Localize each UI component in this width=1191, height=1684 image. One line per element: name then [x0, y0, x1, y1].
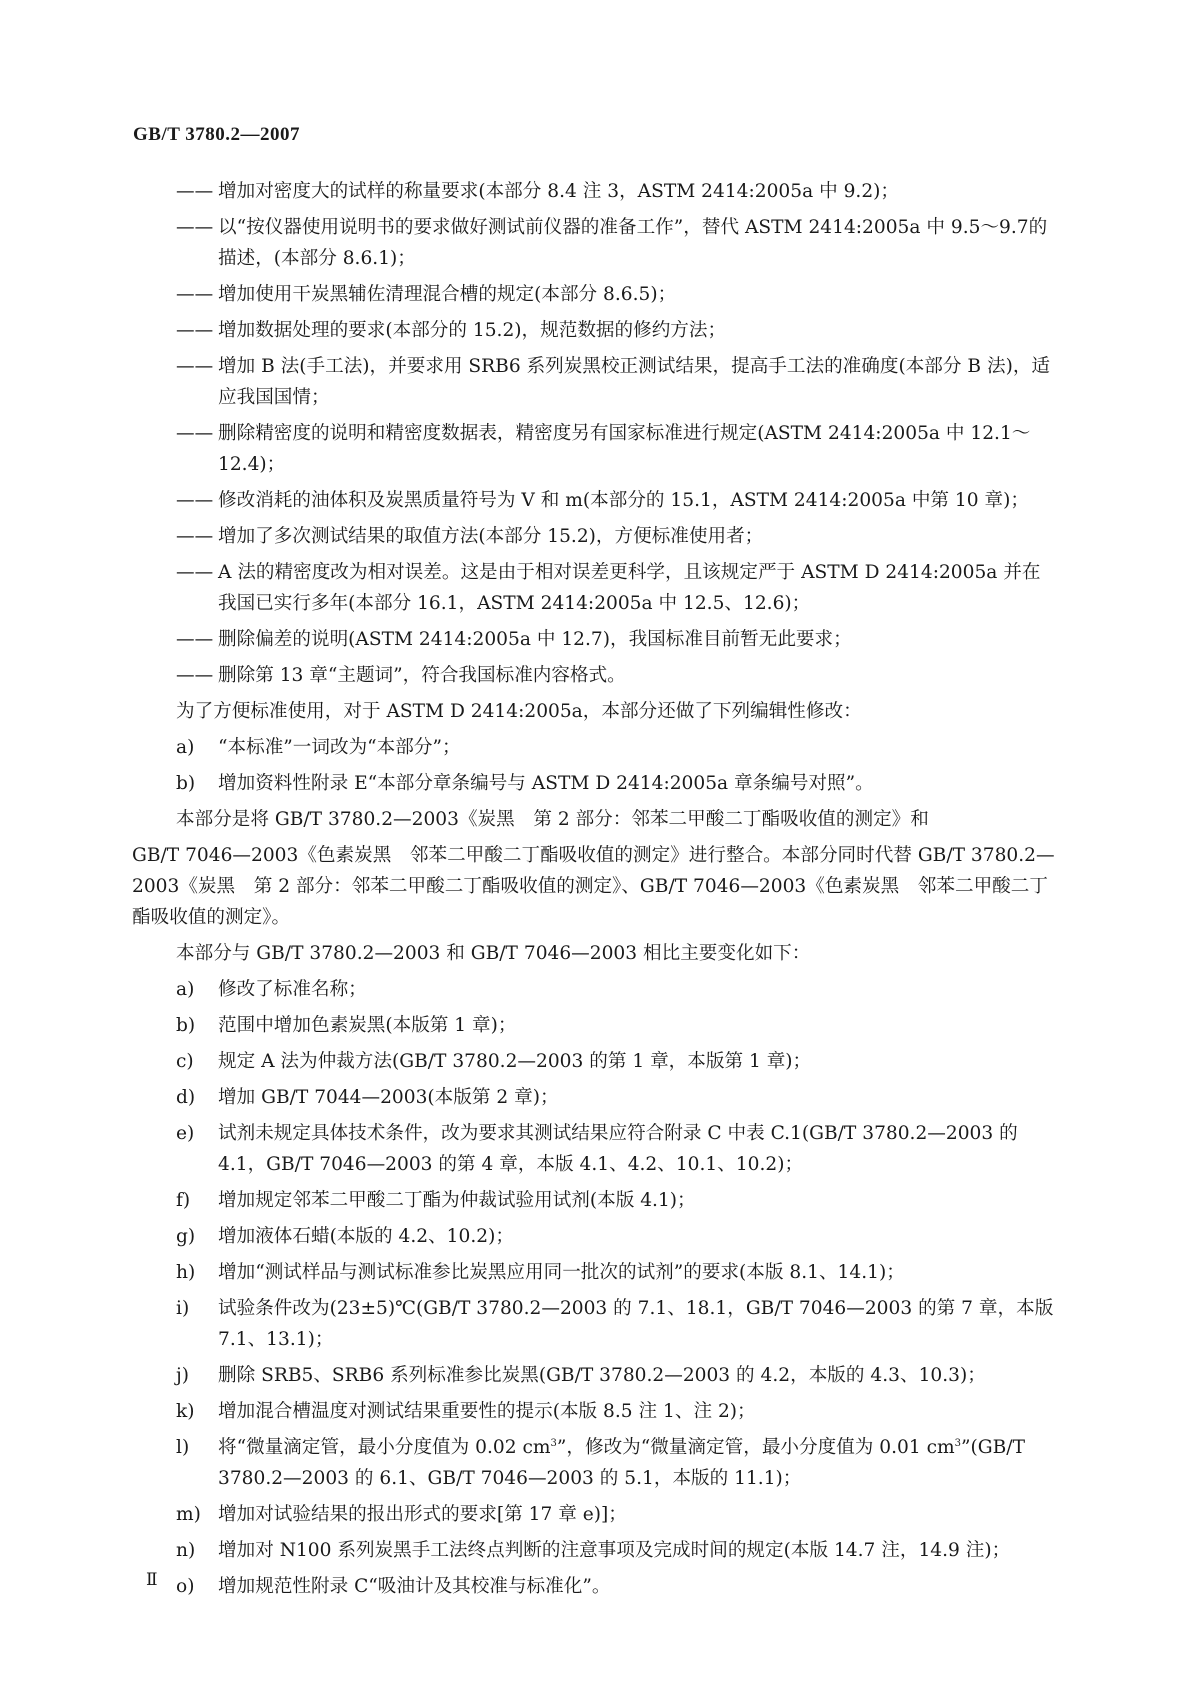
- dash-mark: ——: [176, 629, 214, 650]
- list-item: f) 增加规定邻苯二甲酸二丁酯为仲裁试验用试剂(本版 4.1)；: [176, 1190, 696, 1211]
- dash-mark: ——: [176, 562, 214, 583]
- standard-number-header: GB/T 3780.2—2007: [133, 124, 301, 145]
- list-item: d) 增加 GB/T 7044—2003(本版第 2 章)；: [176, 1087, 559, 1108]
- list-item: i) 试验条件改为(23±5)℃(GB/T 3780.2—2003 的 7.1、18.1，GB/T 7046—2003 的第 7 章，本版 7.1、13.1)；: [176, 1298, 1054, 1350]
- dash-item: —— 增加了多次测试结果的取值方法(本部分 15.2)，方便标准使用者；: [176, 521, 1056, 552]
- list-item: j) 删除 SRB5、SRB6 系列标准参比炭黑(GB/T 3780.2—2003 的 4.2，本版的 4.3、10.3)；: [176, 1365, 986, 1386]
- dash-item: —— 增加数据处理的要求(本部分的 15.2)，规范数据的修约方法；: [176, 315, 1056, 346]
- dash-mark: ——: [176, 356, 214, 377]
- dash-item: —— 增加对密度大的试样的称量要求(本部分 8.4 注 3，ASTM 2414:2005a 中 9.2)；: [176, 176, 1056, 207]
- list-item: b) 增加资料性附录 E“本部分章条编号与 ASTM D 2414:2005a 章条编号对照”。: [176, 773, 874, 794]
- superscript-cube: 3: [954, 1437, 962, 1449]
- dash-item: —— 删除第 13 章“主题词”，符合我国标准内容格式。: [176, 660, 1056, 691]
- dash-item: —— 删除偏差的说明(ASTM 2414:2005a 中 12.7)，我国标准目前暂无此要求；: [176, 624, 1056, 655]
- dash-mark: ——: [176, 423, 214, 444]
- dash-item: —— 增加使用干炭黑辅佐清理混合槽的规定(本部分 8.6.5)；: [176, 279, 1056, 310]
- dash-item: —— 增加 B 法(手工法)，并要求用 SRB6 系列炭黑校正测试结果，提高手工法的准确度(本部分 B 法)，适应我国国情；: [176, 351, 1056, 413]
- dash-mark: ——: [176, 665, 214, 686]
- dash-item: —— 以“按仪器使用说明书的要求做好测试前仪器的准备工作”，替代 ASTM 2414:2005a 中 9.5～9.7的描述，(本部分 8.6.1)；: [176, 212, 1056, 274]
- dash-mark: ——: [176, 490, 214, 511]
- dash-item: —— 删除精密度的说明和精密度数据表，精密度另有国家标准进行规定(ASTM 2414:2005a 中 12.1～12.4)；: [176, 418, 1056, 480]
- list-item: o) 增加规范性附录 C“吸油计及其校准与标准化”。: [176, 1576, 611, 1597]
- consolidation-paragraph: GB/T 7046—2003《色素炭黑 邻苯二甲酸二丁酯吸收值的测定》进行整合。本部分同时代替 GB/T 3780.2—2003《炭黑 第 2 部分：邻苯二甲酸二丁酯吸收值的测定》、GB/T 7046—2003《色素炭黑 邻苯二甲酸二丁酯吸收值的测定》。: [132, 845, 1055, 928]
- list-item: l) 将“微量滴定管，最小分度值为 0.02 $cm^3$”，修改为“微量滴定管，最小分度值为 0.01 $cm^3”(GB/T$ 3780.2—2003 的 6.1、GB/T 7046—2003 的 5.1，本版的 11.1)；: [176, 1437, 1025, 1489]
- dash-item: —— A 法的精密度改为相对误差。这是由于相对误差更科学，且该规定严于 ASTM D 2414:2005a 并在我国已实行多年(本部分 16.1，ASTM 2414:2005a 中 12.5、12.6)；: [176, 557, 1056, 619]
- list-item: h) 增加“测试样品与测试标准参比炭黑应用同一批次的试剂”的要求(本版 8.1、14.1)；: [176, 1262, 905, 1283]
- list-item: a) “本标准”一词改为“本部分”；: [176, 737, 461, 758]
- editorial-intro: 为了方便标准使用，对于 ASTM D 2414:2005a，本部分还做了下列编辑性修改：: [176, 701, 862, 722]
- dash-mark: ——: [176, 181, 214, 202]
- list-item: g) 增加液体石蜡(本版的 4.2、10.2)；: [176, 1226, 514, 1247]
- page-number: Ⅱ: [146, 1570, 158, 1590]
- changes-intro: 本部分与 GB/T 3780.2—2003 和 GB/T 7046—2003 相比主要变化如下：: [176, 943, 811, 964]
- consolidation-paragraph-first: 本部分是将 GB/T 3780.2—2003《炭黑 第 2 部分：邻苯二甲酸二丁酯吸收值的测定》和: [176, 809, 929, 830]
- list-item: a) 修改了标准名称；: [176, 979, 367, 1000]
- dash-mark: ——: [176, 320, 214, 341]
- dash-item: —— 修改消耗的油体积及炭黑质量符号为 V 和 m(本部分的 15.1，ASTM 2414:2005a 中第 10 章)；: [176, 485, 1056, 516]
- dash-mark: ——: [176, 217, 214, 238]
- superscript-cube: 3: [550, 1437, 557, 1449]
- list-item: n) 增加对 N100 系列炭黑手工法终点判断的注意事项及完成时间的规定(本版 14.7 注，14.9 注)；: [176, 1540, 1011, 1561]
- list-item: e) 试剂未规定具体技术条件，改为要求其测试结果应符合附录 C 中表 C.1(GB/T 3780.2—2003 的 4.1，GB/T 7046—2003 的第 4 章，本版 4.1、4.2、10.1、10.2)；: [176, 1123, 1018, 1175]
- dash-mark: ——: [176, 284, 214, 305]
- list-item: c) 规定 A 法为仲裁方法(GB/T 3780.2—2003 的第 1 章，本版第 1 章)；: [176, 1051, 812, 1072]
- list-item: b) 范围中增加色素炭黑(本版第 1 章)；: [176, 1015, 517, 1036]
- dash-list: [176, 176, 1056, 691]
- list-item: m) 增加对试验结果的报出形式的要求[第 17 章 e)]；: [176, 1504, 627, 1525]
- dash-mark: ——: [176, 526, 214, 547]
- list-item: k) 增加混合槽温度对测试结果重要性的提示(本版 8.5 注 1、注 2)；: [176, 1401, 756, 1422]
